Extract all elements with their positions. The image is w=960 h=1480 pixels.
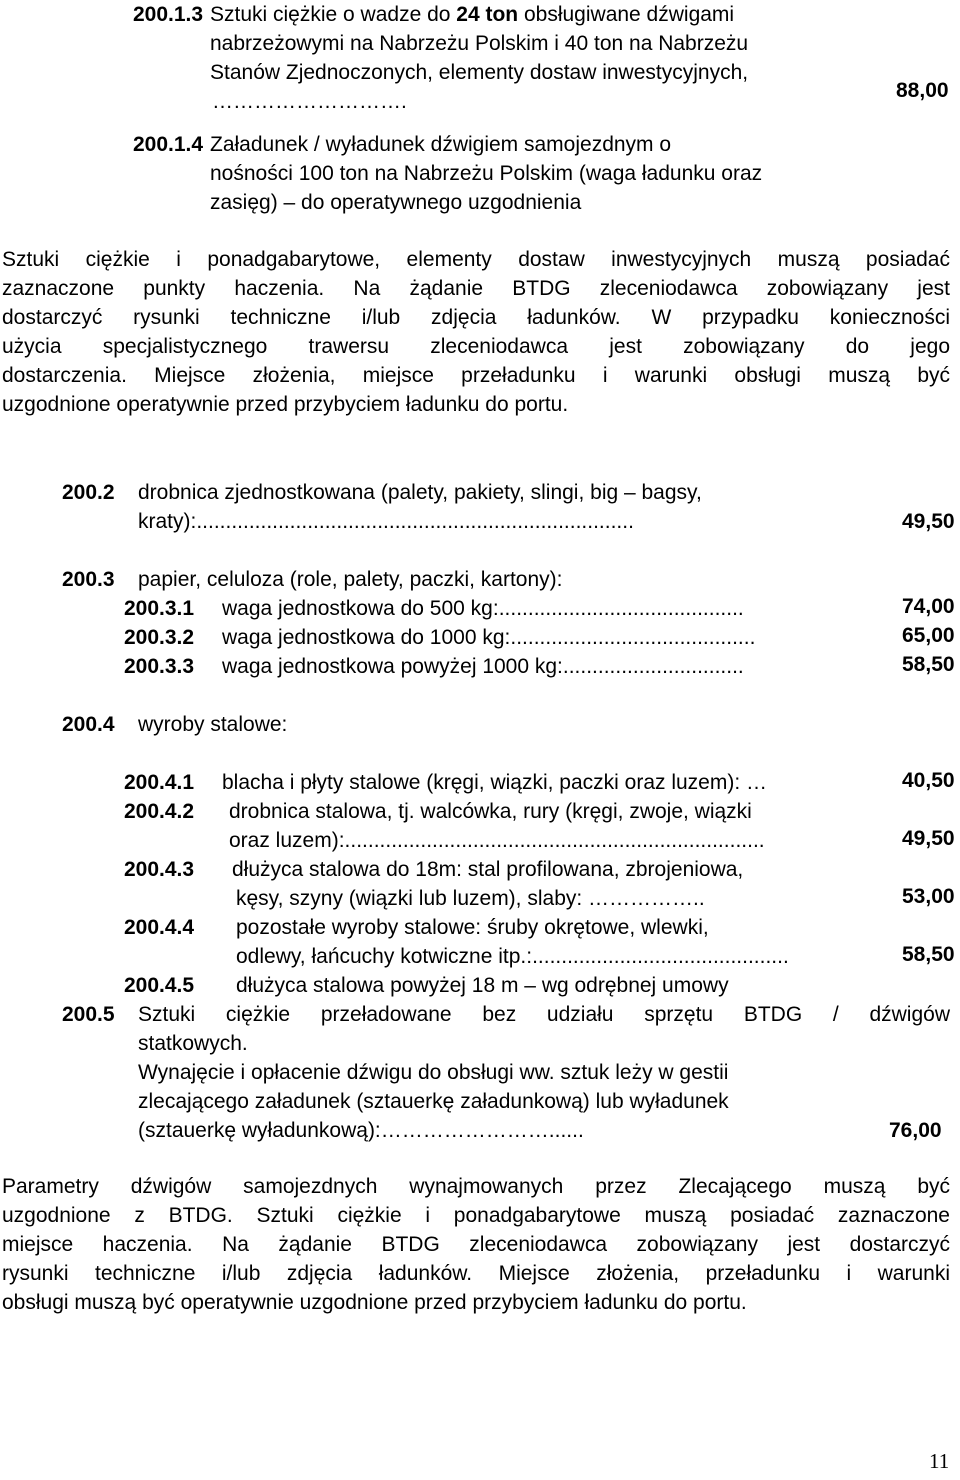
item-number: 200.4.1 xyxy=(124,771,195,794)
item-line: zasięg) – do operatywnego uzgodnienia xyxy=(210,191,582,214)
price-value: 58,50 xyxy=(902,943,955,966)
paragraph-line: Sztuki ciężkie i ponadgabarytowe, elementy dostaw inwestycyjnych muszą posiadać xyxy=(2,248,950,271)
paragraph-line: uzgodnione operatywnie przed przybyciem ładunku do portu. xyxy=(2,393,569,416)
item-line: kraty):........................................................................... xyxy=(138,510,634,533)
item-line: (sztauerkę wyładunkową):……………………...... xyxy=(138,1119,584,1142)
price-value: 49,50 xyxy=(902,510,955,533)
price-value: 40,50 xyxy=(902,769,955,792)
item-number: 200.3 xyxy=(62,568,115,591)
item-number: 200.3.2 xyxy=(124,626,195,649)
item-line: Wynajęcie i opłacenie dźwigu do obsługi ww. sztuk leży w gestii xyxy=(138,1061,729,1084)
price-value: 74,00 xyxy=(902,595,955,618)
item-line: odlewy, łańcuchy kotwiczne itp.:............................................ xyxy=(236,945,789,968)
price-value: 58,50 xyxy=(902,653,955,676)
item-leader: ………………………. xyxy=(212,90,407,113)
paragraph-line: obsługi muszą być operatywnie uzgodnione przed przybyciem ładunku do portu. xyxy=(2,1291,747,1314)
text-run: Sztuki ciężkie o wadze do xyxy=(210,3,457,26)
item-line: Załadunek / wyładunek dźwigiem samojezdnym o xyxy=(210,133,672,156)
item-line: zlecającego załadunek (sztauerkę załadunkową) lub wyładunek xyxy=(138,1090,729,1113)
paragraph-line: Parametry dźwigów samojezdnych wynajmowanych przez Zlecającego muszą być xyxy=(2,1175,950,1198)
item-number: 200.3.1 xyxy=(124,597,195,620)
item-line: blacha i płyty stalowe (kręgi, wiązki, paczki oraz luzem): … xyxy=(222,771,768,794)
item-line: kęsy, szyny (wiązki lub luzem), slaby: …………….. xyxy=(236,887,705,910)
paragraph-line: zaznaczone punkty haczenia. Na żądanie BTDG zleceniodawca zobowiązany jest xyxy=(2,277,950,300)
paragraph-line: dostarczyć rysunki techniczne i/lub zdjęcia ładunków. W przypadku konieczności xyxy=(2,306,950,329)
item-number: 200.1.3 xyxy=(133,3,204,26)
price-value: 88,00 xyxy=(896,79,949,102)
paragraph-line: dostarczenia. Miejsce złożenia, miejsce przeładunku i warunki obsługi muszą być xyxy=(2,364,950,387)
item-number: 200.4.3 xyxy=(124,858,195,881)
paragraph-line: miejsce haczenia. Na żądanie BTDG zleceniodawca zobowiązany jest dostarczyć xyxy=(2,1233,950,1256)
item-number: 200.3.3 xyxy=(124,655,195,678)
paragraph-line: rysunki techniczne i/lub zdjęcia ładunków. Miejsce złożenia, przeładunku i warunki xyxy=(2,1262,950,1285)
item-line: drobnica stalowa, tj. walcówka, rury (kręgi, zwoje, wiązki xyxy=(229,800,752,823)
paragraph-line: użycia specjalistycznego trawersu zleceniodawca jest zobowiązany do jego xyxy=(2,335,950,358)
item-line: Sztuki ciężkie przeładowane bez udziału sprzętu BTDG / dźwigów xyxy=(138,1003,950,1026)
price-value: 49,50 xyxy=(902,827,955,850)
item-line: dłużyca stalowa do 18m: stal profilowana, zbrojeniowa, xyxy=(232,858,744,881)
item-line: waga jednostkowa do 500 kg:.......................................... xyxy=(222,597,744,620)
item-line: nabrzeżowymi na Nabrzeżu Polskim i 40 ton na Nabrzeżu xyxy=(210,32,749,55)
item-line: waga jednostkowa powyżej 1000 kg:............................... xyxy=(222,655,744,678)
item-line: pozostałe wyroby stalowe: śruby okrętowe, wlewki, xyxy=(236,916,709,939)
item-line: nośności 100 ton na Nabrzeżu Polskim (waga ładunku oraz xyxy=(210,162,763,185)
item-line: waga jednostkowa do 1000 kg:.......................................... xyxy=(222,626,756,649)
item-line xyxy=(210,0,734,29)
price-value: 76,00 xyxy=(889,1119,942,1142)
item-line: drobnica zjednostkowana (palety, pakiety, slingi, big – bagsy, xyxy=(138,481,702,504)
page-number: 11 xyxy=(929,1449,950,1473)
section-title: wyroby stalowe: xyxy=(138,713,288,736)
price-value: 53,00 xyxy=(902,885,955,908)
item-number: 200.5 xyxy=(62,1003,115,1026)
item-number: 200.4.5 xyxy=(124,974,195,997)
price-value: 65,00 xyxy=(902,624,955,647)
item-line: Stanów Zjednoczonych, elementy dostaw inwestycyjnych, xyxy=(210,61,749,84)
paragraph-line: uzgodnione z BTDG. Sztuki ciężkie i ponadgabarytowe muszą posiadać zaznaczone xyxy=(2,1204,950,1227)
item-number: 200.4.2 xyxy=(124,800,195,823)
item-number: 200.1.4 xyxy=(133,133,204,156)
text-run: obsługiwane dźwigami xyxy=(518,3,735,26)
item-line: oraz luzem):........................................................................ xyxy=(229,829,765,852)
item-number: 200.4.4 xyxy=(124,916,195,939)
item-number: 200.4 xyxy=(62,713,115,736)
section-title: papier, celuloza (role, palety, paczki, kartony): xyxy=(138,568,563,591)
text-run-bold: 24 ton xyxy=(456,3,519,26)
item-number: 200.2 xyxy=(62,481,115,504)
item-line: statkowych. xyxy=(138,1032,248,1055)
item-line: dłużyca stalowa powyżej 18 m – wg odrębnej umowy xyxy=(236,974,729,997)
